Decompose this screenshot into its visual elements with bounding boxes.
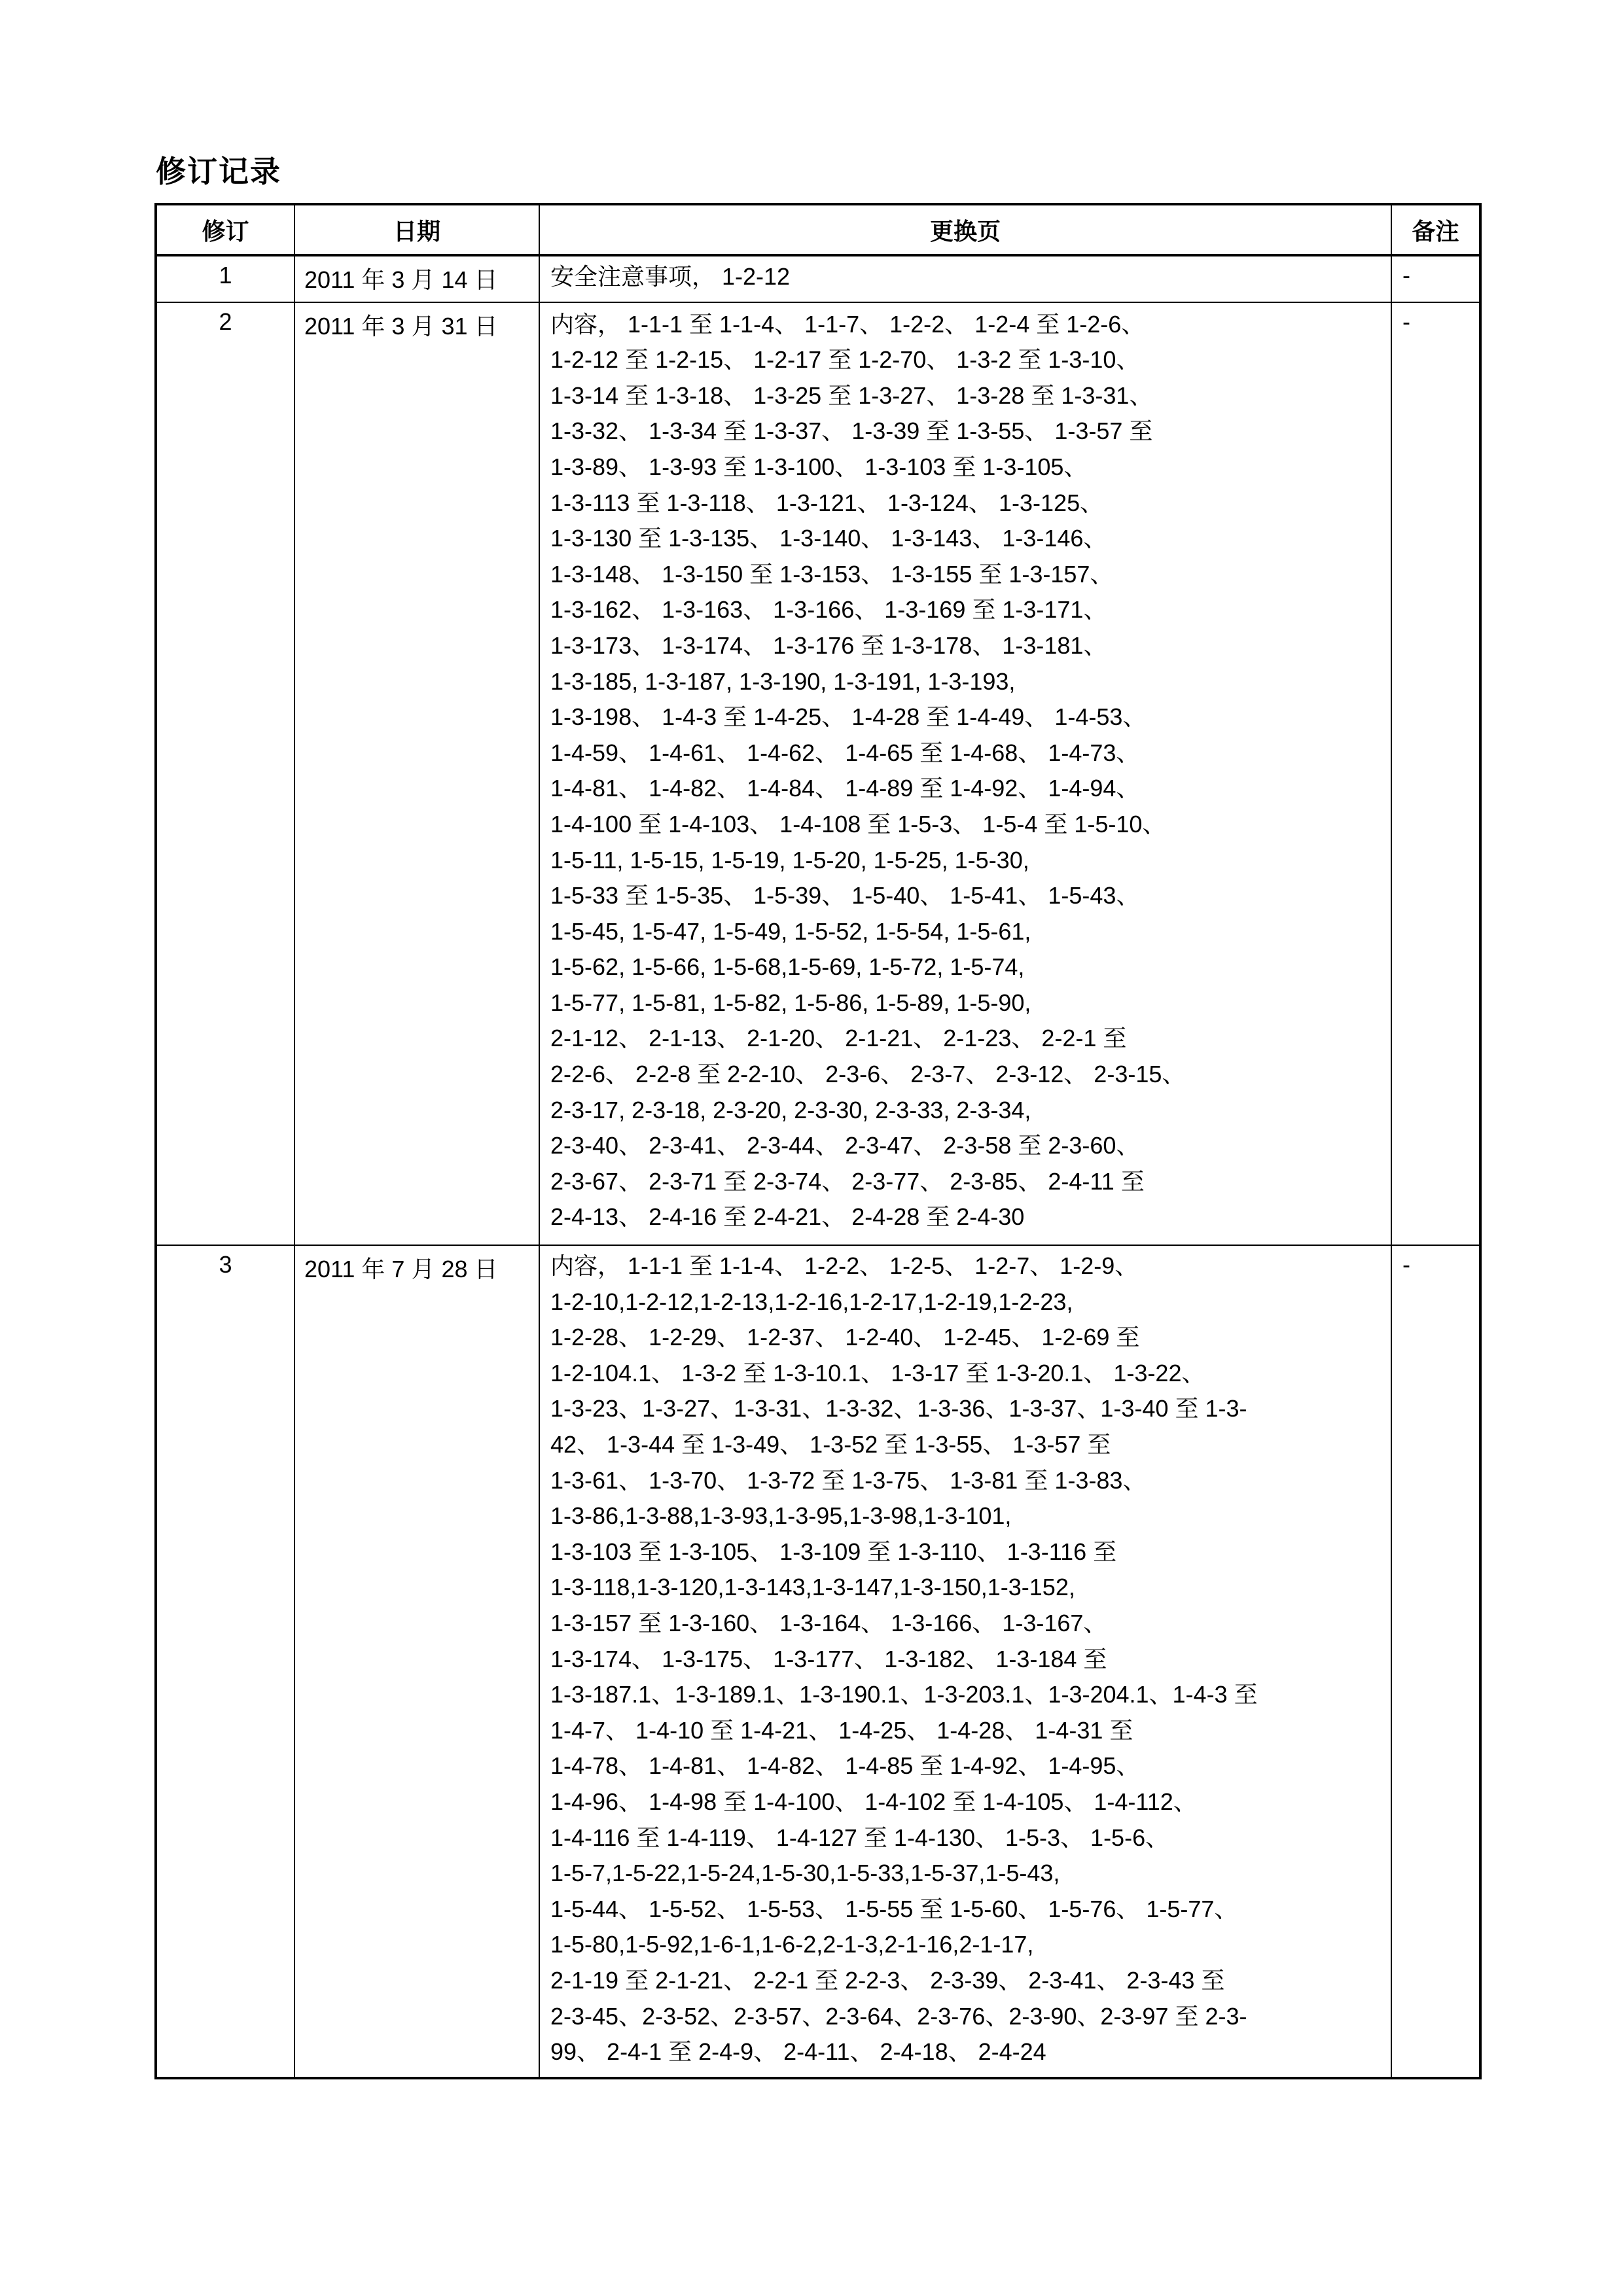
replaced-pages-line: 2-3-67、 2-3-71 至 2-3-74、 2-3-77、 2-3-85、 2-4-11 至 <box>550 1167 1145 1195</box>
replaced-pages-line: 1-2-10,1-2-12,1-2-13,1-2-16,1-2-17,1-2-19,1-2-23, <box>550 1288 1073 1315</box>
replaced-pages-line: 1-3-23、1-3-27、1-3-31、1-3-32、1-3-36、1-3-37、1-3-40 至 1-3- <box>550 1395 1247 1422</box>
replaced-pages-line: 2-3-17, 2-3-18, 2-3-20, 2-3-30, 2-3-33, 2-3-34, <box>550 1096 1031 1123</box>
replaced-pages-line: 1-3-148、 1-3-150 至 1-3-153、 1-3-155 至 1-3-157、 <box>550 560 1114 588</box>
replaced-pages-line: 1-5-45, 1-5-47, 1-5-49, 1-5-52, 1-5-54, 1-5-61, <box>550 917 1031 945</box>
replaced-pages-line: 2-3-45、2-3-52、2-3-57、2-3-64、2-3-76、2-3-90、2-3-97 至 2-3- <box>550 2002 1247 2030</box>
replaced-pages-line: 1-3-118,1-3-120,1-3-143,1-3-147,1-3-150,1-3-152, <box>550 1574 1075 1601</box>
revision-date: 2011 年 3 月 14 日 <box>294 255 539 302</box>
replaced-pages-line: 1-4-100 至 1-4-103、 1-4-108 至 1-5-3、 1-5-4 至 1-5-10、 <box>550 810 1166 838</box>
replaced-pages-line: 1-3-157 至 1-3-160、 1-3-164、 1-3-166、 1-3-167、 <box>550 1609 1107 1636</box>
replaced-pages <box>539 255 1391 302</box>
replaced-pages-line: 1-5-62, 1-5-66, 1-5-68,1-5-69, 1-5-72, 1-5-74, <box>550 953 1025 981</box>
replaced-pages-line: 1-2-12 至 1-2-15、 1-2-17 至 1-2-70、 1-3-2 至 1-3-10、 <box>550 346 1140 374</box>
replaced-pages-line: 1-3-113 至 1-3-118、 1-3-121、 1-3-124、 1-3-125、 <box>550 489 1104 516</box>
replaced-pages-line: 42、 1-3-44 至 1-3-49、 1-3-52 至 1-3-55、 1-3-57 至 <box>550 1431 1111 1458</box>
replaced-pages-line: 1-3-173、 1-3-174、 1-3-176 至 1-3-178、 1-3-181、 <box>550 631 1107 659</box>
replaced-pages-line: 2-4-13、 2-4-16 至 2-4-21、 2-4-28 至 2-4-30 <box>550 1203 1025 1231</box>
replaced-pages-line: 2-2-6、 2-2-8 至 2-2-10、 2-3-6、 2-3-7、 2-3-12、 2-3-15、 <box>550 1061 1186 1088</box>
revision-number: 2 <box>156 302 294 1245</box>
table-row <box>156 302 1480 1245</box>
revision-date: 2011 年 7 月 28 日 <box>294 1245 539 2078</box>
replaced-pages-line: 1-4-116 至 1-4-119、 1-4-127 至 1-4-130、 1-5-3、 1-5-6、 <box>550 1824 1169 1851</box>
replaced-pages-line: 1-5-44、 1-5-52、 1-5-53、 1-5-55 至 1-5-60、 1-5-76、 1-5-77、 <box>550 1895 1238 1922</box>
replaced-pages-line: 1-3-32、 1-3-34 至 1-3-37、 1-3-39 至 1-3-55、 1-3-57 至 <box>550 417 1153 445</box>
replaced-pages-line: 1-3-61、 1-3-70、 1-3-72 至 1-3-75、 1-3-81 至 1-3-83、 <box>550 1466 1147 1494</box>
revision-table <box>154 203 1482 2079</box>
replaced-pages-line: 1-5-77, 1-5-81, 1-5-82, 1-5-86, 1-5-89, 1-5-90, <box>550 989 1031 1016</box>
table-header-row <box>156 204 1480 255</box>
replaced-pages-line: 1-5-11, 1-5-15, 1-5-19, 1-5-20, 1-5-25, 1-5-30, <box>550 846 1029 874</box>
replaced-pages-line: 99、 2-4-1 至 2-4-9、 2-4-11、 2-4-18、 2-4-24 <box>550 2038 1046 2066</box>
replaced-pages-line: 1-3-198、 1-4-3 至 1-4-25、 1-4-28 至 1-4-49、 1-4-53、 <box>550 703 1147 731</box>
replaced-pages-line: 1-4-78、 1-4-81、 1-4-82、 1-4-85 至 1-4-92、 1-4-95、 <box>550 1752 1140 1780</box>
replaced-pages-line: 2-1-19 至 2-1-21、 2-2-1 至 2-2-3、 2-3-39、 2-3-41、 2-3-43 至 <box>550 1966 1225 1994</box>
replaced-pages-line: 1-3-89、 1-3-93 至 1-3-100、 1-3-103 至 1-3-105、 <box>550 453 1088 480</box>
replaced-pages-line: 1-3-86,1-3-88,1-3-93,1-3-95,1-3-98,1-3-101, <box>550 1502 1012 1530</box>
header-revision: 修订 <box>156 204 294 255</box>
replaced-pages-line: 2-3-40、 2-3-41、 2-3-44、 2-3-47、 2-3-58 至 2-3-60、 <box>550 1132 1140 1159</box>
replaced-pages-line: 1-3-130 至 1-3-135、 1-3-140、 1-3-143、 1-3-146、 <box>550 525 1107 552</box>
replaced-pages-line: 1-2-28、 1-2-29、 1-2-37、 1-2-40、 1-2-45、 1-2-69 至 <box>550 1324 1140 1351</box>
revision-date: 2011 年 3 月 31 日 <box>294 302 539 1245</box>
revision-number: 3 <box>156 1245 294 2078</box>
replaced-pages-line: 1-3-162、 1-3-163、 1-3-166、 1-3-169 至 1-3-171、 <box>550 596 1107 624</box>
page-title: 修订记录 <box>156 154 281 189</box>
replaced-pages-line: 内容， 1-1-1 至 1-1-4、 1-1-7、 1-2-2、 1-2-4 至 1-2-6、 <box>550 310 1145 338</box>
replaced-pages-line: 安全注意事项， 1-2-12 <box>550 263 791 290</box>
table-row <box>156 255 1480 302</box>
table-body <box>156 255 1480 2078</box>
replaced-pages-line: 1-4-7、 1-4-10 至 1-4-21、 1-4-25、 1-4-28、 1-4-31 至 <box>550 1716 1133 1744</box>
replaced-pages-line: 1-3-187.1、1-3-189.1、1-3-190.1、1-3-203.1、1-3-204.1、1-4-3 至 <box>550 1681 1258 1708</box>
replaced-pages-line: 1-4-96、 1-4-98 至 1-4-100、 1-4-102 至 1-4-105、 1-4-112、 <box>550 1788 1197 1815</box>
replaced-pages-line: 2-1-12、 2-1-13、 2-1-20、 2-1-21、 2-1-23、 2-2-1 至 <box>550 1025 1127 1052</box>
revision-number: 1 <box>156 255 294 302</box>
replaced-pages-line: 1-4-81、 1-4-82、 1-4-84、 1-4-89 至 1-4-92、 1-4-94、 <box>550 775 1140 802</box>
revision-remarks: - <box>1391 302 1480 1245</box>
replaced-pages-line: 1-3-174、 1-3-175、 1-3-177、 1-3-182、 1-3-184 至 <box>550 1645 1107 1672</box>
replaced-pages-line: 1-5-80,1-5-92,1-6-1,1-6-2,2-1-3,2-1-16,2-1-17, <box>550 1931 1034 1958</box>
replaced-pages <box>539 302 1391 1245</box>
header-pages: 更换页 <box>539 204 1391 255</box>
replaced-pages-line: 内容， 1-1-1 至 1-1-4、 1-2-2、 1-2-5、 1-2-7、 1-2-9、 <box>550 1252 1139 1280</box>
header-date: 日期 <box>294 204 539 255</box>
replaced-pages-line: 1-2-104.1、 1-3-2 至 1-3-10.1、 1-3-17 至 1-3-20.1、 1-3-22、 <box>550 1359 1205 1386</box>
replaced-pages-line: 1-5-33 至 1-5-35、 1-5-39、 1-5-40、 1-5-41、 1-5-43、 <box>550 882 1140 910</box>
replaced-pages-line: 1-3-14 至 1-3-18、 1-3-25 至 1-3-27、 1-3-28 至 1-3-31、 <box>550 381 1153 409</box>
table-row <box>156 1245 1480 2078</box>
replaced-pages <box>539 1245 1391 2078</box>
revision-remarks: - <box>1391 255 1480 302</box>
revision-remarks: - <box>1391 1245 1480 2078</box>
replaced-pages-line: 1-3-103 至 1-3-105、 1-3-109 至 1-3-110、 1-3-116 至 <box>550 1538 1117 1565</box>
replaced-pages-line: 1-3-185, 1-3-187, 1-3-190, 1-3-191, 1-3-193, <box>550 667 1016 695</box>
replaced-pages-line: 1-4-59、 1-4-61、 1-4-62、 1-4-65 至 1-4-68、 1-4-73、 <box>550 739 1140 766</box>
header-remarks: 备注 <box>1391 204 1480 255</box>
replaced-pages-line: 1-5-7,1-5-22,1-5-24,1-5-30,1-5-33,1-5-37,1-5-43, <box>550 1860 1060 1887</box>
